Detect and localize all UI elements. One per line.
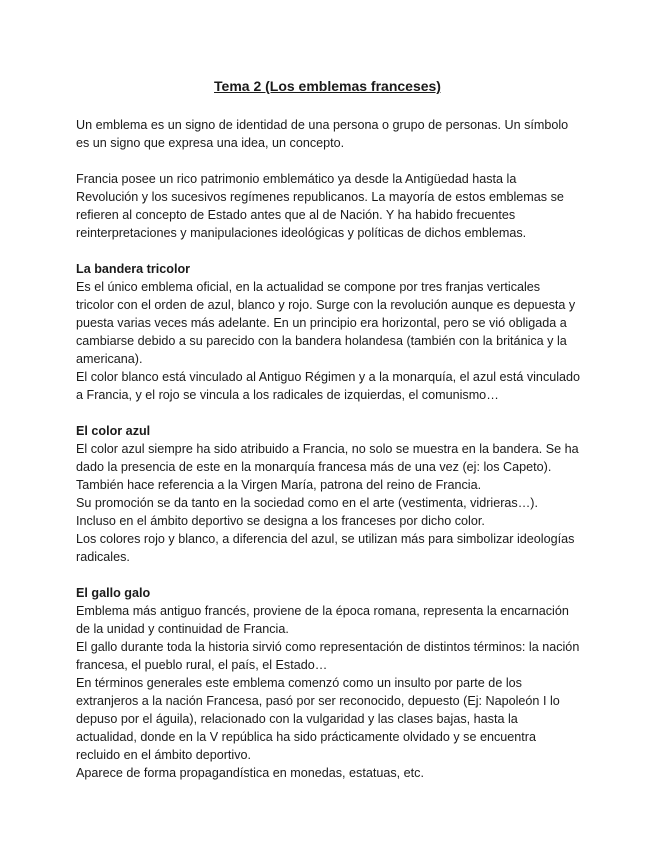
section-paragraph: Es el único emblema oficial, en la actualidad se compone por tres franjas verticales tricolor con el orden de azul, blanco y rojo. Surge con la revolución aunque es depuesta y puesta varias veces más adelante. En un principio era horizontal, pero se vió obligada a cambiarse debido a su parecido con la bandera holandesa (también con la británica y la americana). (76, 280, 576, 366)
section-paragraph: Aparece de forma propagandística en monedas, estatuas, etc. (76, 766, 424, 780)
section-paragraph: El gallo durante toda la historia sirvió como representación de distintos términos: la nación francesa, el pueblo rural, el país, el Estado… (76, 640, 580, 672)
section-paragraph: El color blanco está vinculado al Antiguo Régimen y a la monarquía, el azul está vinculado a Francia, y el rojo se vincula a los radicales de izquierdas, el comunismo… (76, 370, 581, 402)
section-heading: El gallo galo (76, 586, 151, 600)
section-heading: El color azul (76, 424, 151, 438)
section-paragraph: Incluso en el ámbito deportivo se designa a los franceses por dicho color. (76, 514, 485, 528)
document-body (76, 116, 581, 800)
section-paragraph: El color azul siempre ha sido atribuido a Francia, no solo se muestra en la bandera. Se ha dado la presencia de este en la monarquía francesa más de una vez (ej: los Capeto). También hace referencia a la Virgen María, patrona del reino de Francia. (76, 442, 579, 492)
intro-paragraph: Un emblema es un signo de identidad de una persona o grupo de personas. Un símbolo es un signo que expresa una idea, un concepto. (76, 118, 569, 150)
section-paragraph: Su promoción se da tanto en la sociedad como en el arte (vestimenta, vidrieras…). (76, 496, 539, 510)
section-bandera-tricolor (76, 260, 581, 404)
section-heading: La bandera tricolor (76, 262, 191, 276)
section-paragraph: Los colores rojo y blanco, a diferencia del azul, se utilizan más para simbolizar ideologías radicales. (76, 532, 575, 564)
page-title: Tema 2 (Los emblemas franceses) (214, 78, 441, 94)
section-color-azul (76, 422, 581, 566)
intro-paragraph: Francia posee un rico patrimonio emblemático ya desde la Antigüedad hasta la Revolución y los sucesivos regímenes republicanos. La mayoría de estos emblemas se refieren al concepto de Estado antes que al de Nación. Y ha habido frecuentes reinterpretaciones y manipulaciones ideológicas y políticas de dichos emblemas. (76, 172, 564, 240)
section-paragraph: Emblema más antiguo francés, proviene de la época romana, representa la encarnación de la unidad y continuidad de Francia. (76, 604, 569, 636)
section-gallo-galo (76, 584, 581, 782)
section-paragraph: En términos generales este emblema comenzó como un insulto por parte de los extranjeros a la nación Francesa, pasó por ser reconocido, depuesto (Ej: Napoleón I lo depuso por el águila), relacionado con la vulgaridad y las clases bajas, hasta la actualidad, donde en la V república ha sido prácticamente olvidado y se encuentra recluido en el ámbito deportivo. (76, 676, 560, 762)
